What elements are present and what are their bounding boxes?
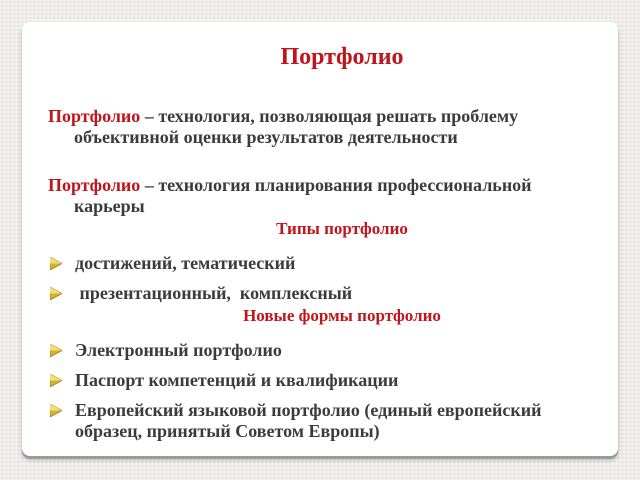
list-item	[50, 253, 630, 274]
arrow-bullet-icon	[50, 374, 62, 387]
list-item	[50, 400, 630, 442]
arrow-bullet-icon	[50, 287, 62, 300]
definition-text: технология планирования профессиональной	[158, 175, 532, 195]
new-forms-heading: Новые формы портфолио	[243, 306, 441, 325]
list-item-label-cont: образец, принятый Советом Европы)	[75, 421, 380, 441]
list-item-label: Европейский языковой портфолио (единый европейский	[75, 400, 542, 420]
definition-text-cont: объективной оценки результатов деятельности	[74, 127, 458, 147]
definition-text-cont: карьеры	[74, 196, 145, 216]
arrow-bullet-icon	[50, 257, 62, 270]
list-item-label: достижений, тематический	[75, 253, 296, 273]
definition-dash: –	[140, 175, 159, 195]
arrow-bullet-icon	[50, 344, 62, 357]
list-item-label: презентационный, комплексный	[75, 283, 353, 303]
definition-term: Портфолио	[48, 175, 141, 195]
list-item	[50, 340, 630, 361]
definition-dash: –	[140, 106, 159, 126]
definition-2	[48, 175, 628, 217]
definition-text: технология, позволяющая решать проблему	[158, 106, 519, 126]
slide-title: Портфолио	[280, 44, 404, 70]
list-item-label: Электронный портфолио	[75, 340, 282, 360]
definition-term: Портфолио	[48, 106, 141, 126]
types-heading: Типы портфолио	[276, 219, 408, 238]
list-item-label: Паспорт компетенций и квалификации	[75, 370, 399, 390]
arrow-bullet-icon	[50, 404, 62, 417]
list-item	[50, 370, 630, 391]
definition-1	[48, 106, 628, 148]
list-item	[50, 283, 630, 304]
